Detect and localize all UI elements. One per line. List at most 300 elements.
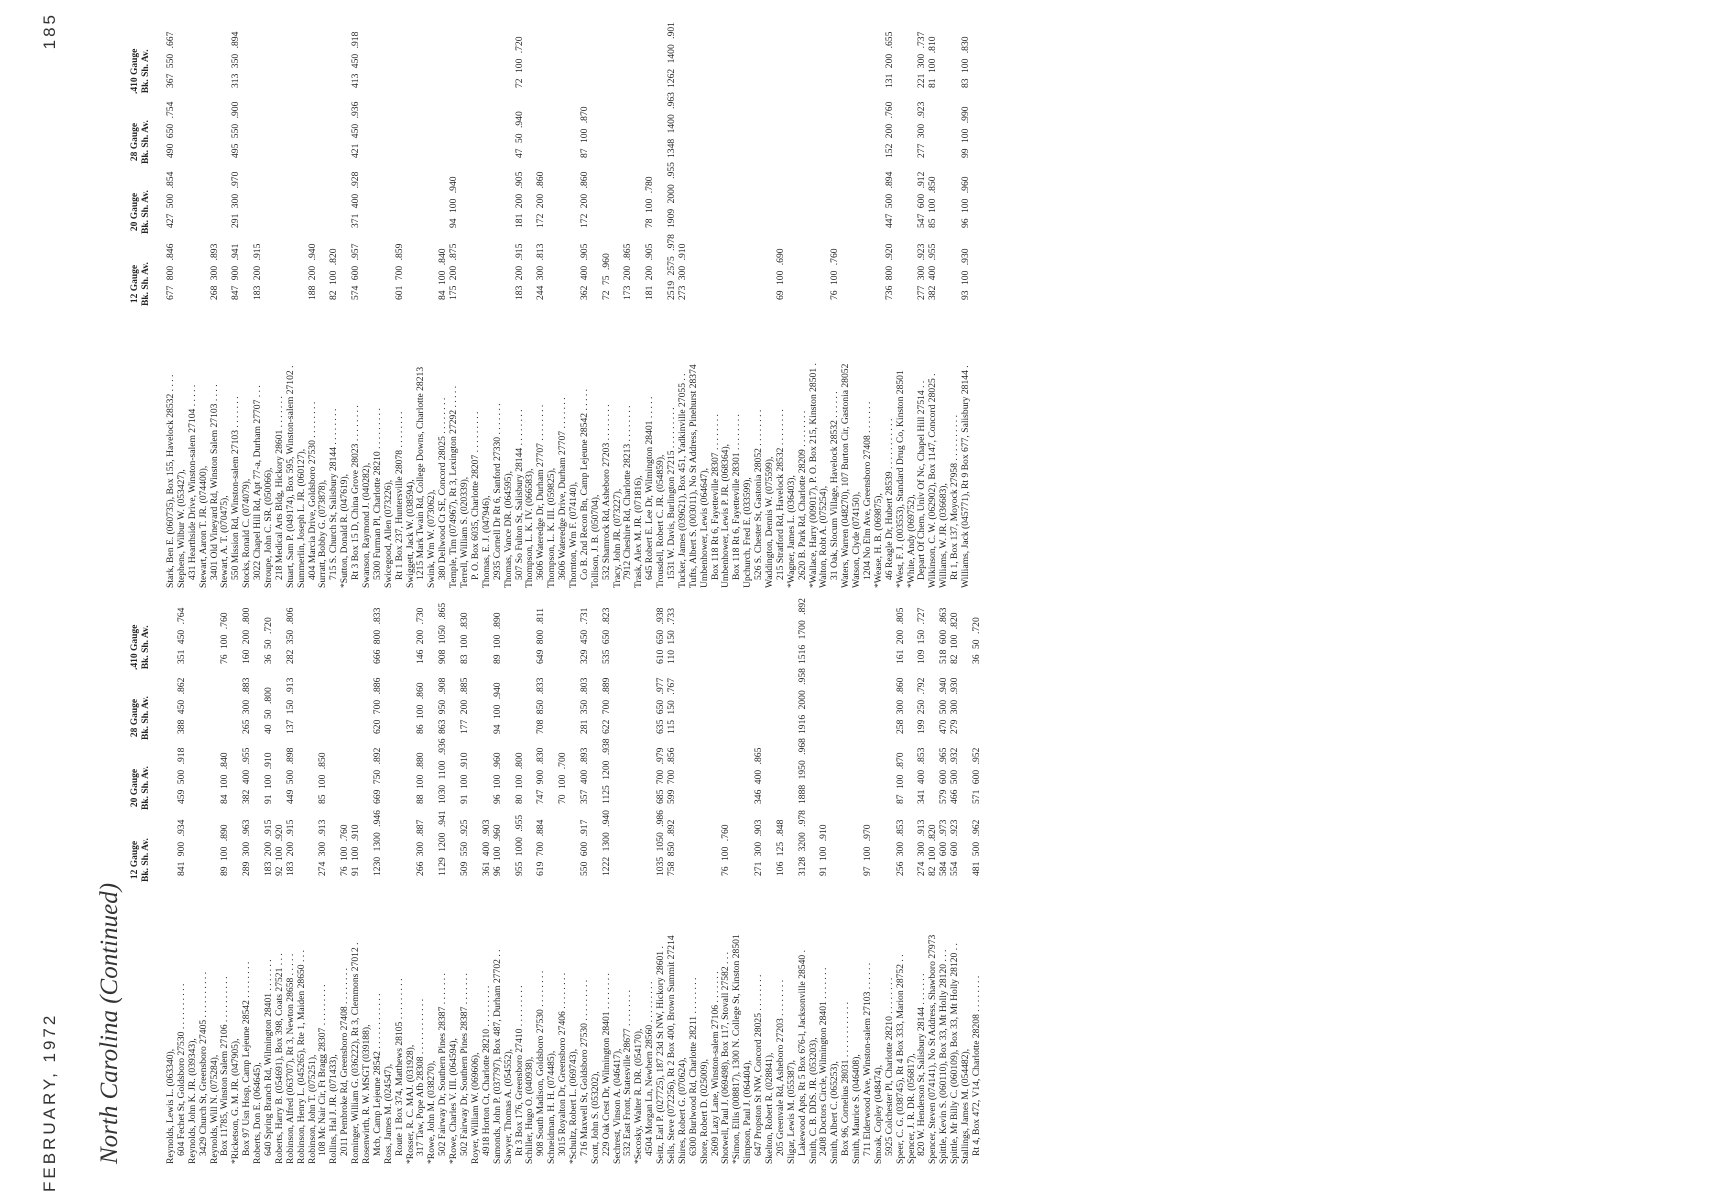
score-g12: 584 600 .973: [938, 819, 950, 876]
right-score-table: [165, 22, 972, 588]
score-g28: 99 100 .990: [960, 106, 972, 158]
score-g28: 635 650 .977: [655, 677, 667, 734]
member-entry: Speer, C. G. (038745), Rt 4 Box 333, Marion 28752 . .: [894, 954, 906, 1164]
score-g12: 183 200 .915: [513, 243, 525, 300]
score-g20: 88 100 .880: [415, 752, 427, 804]
score-g410: 161 200 .805: [894, 607, 906, 664]
score-g28: 388 450 .862: [175, 677, 187, 734]
member-entry: *Rowe, John M. (038270),: [426, 1060, 438, 1164]
score-g12: 92 100 .920: [273, 824, 285, 876]
score-g28: 265 300 .883: [241, 677, 253, 734]
member-entry: Lakewood Apts, Rt 5 Box 676-l, Jacksonville 28540 .: [796, 950, 808, 1156]
section-title: North Carolina (Continued): [96, 882, 123, 1164]
member-entry: Stroupe, John C. SR. (050066),: [263, 467, 275, 588]
score-g12: 89 100 .890: [219, 824, 231, 876]
member-entry: Rt 3 Box 176, Greensboro 27410 . . . . . . . . .: [513, 985, 525, 1156]
score-g410: 649 800 .811: [535, 607, 547, 664]
score-g20: 181 200 .905: [513, 171, 525, 228]
score-g20: 669 750 .892: [371, 747, 383, 804]
member-entry: Summerlin, Joseph L. JR. (060127),: [295, 448, 307, 588]
member-entry: Tucker, James (039621), Box 451, Yadkinville 27055 . .: [676, 373, 688, 588]
score-g28: 495 550 .900: [230, 101, 242, 158]
score-g12: 69 100 .690: [774, 248, 786, 300]
member-entry: Royer, William W. (069606),: [469, 1052, 481, 1164]
table-row: [689, 28, 700, 588]
score-g12: 847 900 .941: [230, 243, 242, 300]
table-row: [395, 28, 406, 588]
score-g28: 863 950 .908: [437, 677, 449, 734]
header-g12-right: [130, 262, 151, 306]
score-g20: 78 100 .780: [644, 176, 656, 228]
member-entry: *Rowe, Charles V. III. (064594),: [448, 1038, 460, 1164]
score-g28: 115 150 .767: [665, 677, 677, 734]
table-row: [961, 28, 972, 588]
member-entry: Umbenhower, Lewis P. JR. (068364),: [720, 443, 732, 588]
score-g410: 908 1050 .865: [437, 602, 449, 664]
score-g410: 110 150 .733: [665, 607, 677, 664]
member-entry: 7912 Cheshire Rd, Charlotte 28213 . . . . . . . .: [622, 405, 634, 580]
score-g410: 81 100 .810: [927, 36, 939, 88]
score-g20: 84 100 .840: [219, 752, 231, 804]
member-entry: Waters, Warren (048270), 107 Burton Cir, Gastonia 28052: [840, 363, 852, 588]
score-g12: 601 700 .859: [393, 243, 405, 300]
member-entry: Umbenhower, Lewis (064647),: [698, 467, 710, 588]
score-g410: 329 450 .731: [578, 607, 590, 664]
score-g12: 271 300 .903: [753, 819, 765, 876]
member-entry: 5300 Furman Pl, Charlotte 28210 . . . . . . . . .: [371, 408, 383, 580]
header-sub-label: Bk. Sh. Av.: [140, 120, 151, 164]
score-g12: 93 100 .930: [960, 248, 972, 300]
table-row: [493, 28, 504, 588]
score-g12: 274 300 .913: [916, 819, 928, 876]
member-entry: *Rosser, R. C. MAJ. (031928),: [404, 1044, 416, 1164]
score-g12: 82 100 .820: [927, 824, 939, 876]
score-g410: 535 650 .823: [600, 607, 612, 664]
score-g20: 571 600 .952: [970, 747, 982, 804]
score-g12: 758 850 .892: [665, 819, 677, 876]
score-g410: 109 150 .727: [916, 607, 928, 664]
score-g12: 84 100 .840: [437, 248, 449, 300]
member-entry: 229 Oak Crest Dr, Wilmington 28401 . . . . . . . .: [600, 973, 612, 1156]
member-entry: P. O. Box 6035, Charlotte 28207 . . . . . . . . .: [469, 411, 481, 580]
score-g12: 3128 3200 .978: [796, 810, 808, 876]
score-g20: 85 100 .850: [317, 752, 329, 804]
member-entry: *Wagner, James L. (036403),: [785, 475, 797, 588]
score-g28: 258 300 .860: [894, 677, 906, 734]
score-g20: 172 200 .860: [535, 171, 547, 228]
score-g12: 91 100 .910: [350, 824, 362, 876]
header-g20-left: [130, 766, 151, 810]
member-entry: 3401 Old Vineyard Rd, Winston Salem 27103 . . . .: [208, 384, 220, 580]
member-entry: Wilkinson, C. W. (062902), Box 1147, Concord 28025 .: [927, 373, 939, 588]
member-entry: Robinson, Alfred (063707), Rt 3, Newton 28658 . . . . .: [284, 953, 296, 1164]
header-sub-label: Bk. Sh. Av.: [140, 838, 151, 882]
member-entry: 2408 Doctors Circle, Wilmington 28401 . . . . . . .: [818, 967, 830, 1156]
score-g12: 1035 1050 .986: [655, 810, 667, 876]
score-g20: 85 100 .850: [927, 176, 939, 228]
member-entry: Co B. 2nd Recon Bn, Camp Lejeune 28542 . . . . .: [578, 388, 590, 580]
header-g28-right: [130, 120, 151, 164]
score-g410: 1516 1700 .892: [796, 598, 808, 664]
member-entry: 215 Stratford Rd, Havelock 28532 . . . . . . . .: [774, 409, 786, 580]
header-sub-label: Bk. Sh. Av.: [140, 190, 151, 234]
score-g20: 447 500 .894: [883, 171, 895, 228]
score-g20: 357 400 .893: [578, 747, 590, 804]
score-g410: 82 100 .820: [949, 612, 961, 664]
member-entry: 640 Spring Branch Rd, Wilmington 28401 . . . . . . .: [263, 959, 275, 1156]
member-entry: Shore, Robert D. (025009),: [698, 1059, 710, 1164]
score-g12: 550 600 .917: [578, 819, 590, 876]
member-entry: 4504 Morgan Ln, Newbern 28560 . . . . . . . . .: [644, 981, 656, 1156]
score-g410: 36 50 .720: [970, 617, 982, 664]
member-entry: Stallings, James M. (054482),: [960, 1048, 972, 1164]
member-entry: Box 96, Cornelius 28031 . . . . . . . . . . . .: [840, 1001, 852, 1156]
score-g20: 94 100 .940: [448, 176, 460, 228]
score-g12: 268 300 .893: [208, 243, 220, 300]
score-g20: 91 100 .910: [263, 752, 275, 804]
score-g20: 96 100 .960: [960, 176, 972, 228]
member-entry: 6300 Burlwood Rd, Charlotte 28211 . . . . . . . .: [687, 977, 699, 1156]
score-g20: 172 200 .860: [578, 171, 590, 228]
score-g12: 183 200 .915: [284, 819, 296, 876]
member-entry: 502 Fairway Dr, Southern Pines 28387 . . . . . . .: [459, 973, 471, 1156]
member-entry: Reynolds, Lewis L. (063340),: [165, 1048, 176, 1164]
member-entry: Thomas, Vance DR. (064595),: [502, 470, 514, 588]
page-footer: [40, 2, 70, 1192]
member-entry: Stocks, Ronald C. (074079),: [241, 478, 253, 588]
score-g20: 1125 1200 .938: [600, 738, 612, 804]
member-entry: Depart Of Chem, Univ Of Nc, Chapel Hill 27514 . .: [916, 380, 928, 580]
score-g12: 362 400 .905: [578, 243, 590, 300]
score-g28: 281 350 .803: [578, 677, 590, 734]
member-entry: 3606 Wateredge Drive, Durham 27707 . . . . . . .: [557, 397, 569, 580]
member-entry: Schneidman, H. H. (074485),: [546, 1050, 558, 1164]
header-g410-right: [130, 49, 151, 94]
member-entry: 2011 Pembroke Rd, Greensboro 27408 . . . . . . . .: [339, 967, 351, 1156]
member-entry: Smoak, Copley (048474),: [872, 1064, 884, 1164]
score-g12: 677 800 .846: [165, 243, 176, 300]
member-entry: Smith, C. B. DDS. JR. (053203),: [807, 1037, 819, 1164]
score-g12: 183 200 .915: [252, 243, 264, 300]
table-row: [297, 604, 308, 1164]
score-g410: 313 350 .894: [230, 31, 242, 88]
member-entry: Stark, Ben E. (060735), Box 155, Havelock 28532 . . . .: [165, 374, 176, 588]
table-row: [199, 604, 210, 1164]
member-entry: Box 118 Rt 6, Fayetteville 28301 . . . . . . . .: [731, 414, 743, 580]
score-g410: 367 550 .667: [165, 31, 176, 88]
member-entry: Box 11785, Winston Salem 27106 . . . . . . . . . .: [219, 976, 231, 1156]
member-entry: 3015 Royalton Dr, Greensboro 27406 . . . . . . . .: [557, 972, 569, 1156]
member-entry: Roberts, Harry B. (054691), Box 398, Coats 27521 . . .: [273, 953, 285, 1164]
score-g28: 40 50 .800: [263, 687, 275, 734]
score-g410: 518 600 .863: [938, 607, 950, 664]
member-entry: *Wallace, Harry (009017), P. O. Box 215, Kinston 28501 .: [807, 363, 819, 588]
member-entry: 532 East Front, Statesville 28677 . . . . . . . .: [622, 989, 634, 1156]
score-g12: 82 100 .820: [328, 248, 340, 300]
score-g20: 747 900 .830: [535, 747, 547, 804]
score-g28: 94 100 .940: [491, 682, 503, 734]
score-g12: 173 200 .865: [622, 243, 634, 300]
member-entry: Rt 4, Box 472, V14, Charlotte 28208 . . . . . . . .: [970, 975, 982, 1156]
member-entry: Williams, Jack (045771), Rt 9 Box 677, Salisbury 28144 .: [960, 365, 972, 588]
score-g12: 96 100 .960: [491, 824, 503, 876]
member-entry: Tollison, J. B. (050704),: [589, 494, 601, 588]
member-entry: Temple, Tim (074967), Rt 3, Lexington 27292 . . . . .: [448, 385, 460, 588]
member-entry: 502 Fairway Dr, Southern Pines 28387 . . . . . . .: [437, 973, 449, 1156]
header-g410-left: [130, 625, 151, 670]
member-entry: 645 Robert E. Lee Dr, Wilmington 28401 . . . . .: [644, 396, 656, 580]
member-entry: 31 Oak, Slocum Village, Havelock 28532 . . . . . .: [829, 391, 841, 580]
score-g20: 371 400 .928: [350, 171, 362, 228]
member-entry: Robinson, John T. (075251),: [306, 1054, 318, 1164]
score-g12: 955 1000 .955: [513, 814, 525, 876]
member-entry: Surratt, Bobby G. (073878),: [317, 479, 329, 588]
left-score-table: [165, 598, 983, 1164]
member-entry: Rollins, Hal J. JR. (071433),: [328, 1054, 340, 1164]
member-entry: Spittle, Mr Billy C. (060109), Box 33, Mt Holly 28120 . .: [949, 943, 961, 1164]
member-entry: *Schultz, Robert L. (069743),: [567, 1048, 579, 1164]
header-gauge-label: 12 Gauge: [130, 840, 140, 880]
member-entry: Swicegood, Allen (073226),: [382, 479, 394, 588]
header-gauge-label: .410 Gauge: [130, 48, 140, 94]
table-row: [504, 28, 515, 588]
member-entry: Thompson, L. K. IV. (066583),: [524, 468, 536, 588]
score-g12: 181 200 .905: [644, 243, 656, 300]
member-entry: Box 97 Usn Hosp, Camp Lejeune 28542 . . . . . . . .: [241, 961, 253, 1156]
member-entry: Terrell, William S. (020339),: [459, 476, 471, 588]
member-entry: 3606 Wateredge Dr, Durham 27707 . . . . . . . .: [535, 404, 547, 580]
member-entry: Stuart, Sam P. (049174), Box 595, Winston-salem 27102 .: [284, 365, 296, 588]
score-g20: 382 400 .955: [241, 747, 253, 804]
score-g12: 289 300 .963: [241, 819, 253, 876]
member-entry: 108 Mc Nair Cir, Ft Bragg 28307 . . . . . . . . .: [317, 984, 329, 1156]
score-g20: 599 700 .856: [665, 747, 677, 804]
score-g12: 274 300 .913: [317, 819, 329, 876]
member-entry: Smith, Maurice S. (046408),: [851, 1054, 863, 1164]
member-entry: Shotwell, Paul J. (069498), Box 117, Stovall 27582 . . .: [720, 951, 732, 1164]
table-row: [504, 604, 515, 1164]
member-entry: 5925 Colchester Pl, Charlotte 28210 . . . . . . . .: [883, 977, 895, 1156]
score-g20: 685 700 .979: [655, 747, 667, 804]
member-entry: Box 118 Rt 6, Fayetteville 28307 . . . . . . . .: [709, 414, 721, 580]
member-entry: *Ricketson, G. M. JR. (047905),: [230, 1038, 242, 1164]
score-g12: 76 100 .760: [720, 824, 732, 876]
score-g28: 87 100 .870: [578, 106, 590, 158]
score-g410: 146 200 .730: [415, 607, 427, 664]
table-row: [700, 28, 711, 588]
score-g12: 183 200 .915: [263, 819, 275, 876]
member-entry: *Simon, Ellis (008817), 1300 N. College St, Kinston 28501: [731, 934, 743, 1164]
member-entry: Swink, Wm W. (073062),: [426, 489, 438, 588]
score-g12: 1222 1300 .940: [600, 810, 612, 876]
score-g28: 620 700 .886: [371, 677, 383, 734]
score-g28: 152 200 .760: [883, 101, 895, 158]
member-entry: Schiller, Hugo O. (040938),: [524, 1056, 536, 1164]
score-g12: 481 500 .962: [970, 819, 982, 876]
member-entry: Ross, James M. (024547),: [382, 1063, 394, 1164]
score-g28: 279 300 .930: [949, 677, 961, 734]
member-entry: 205 Greenvale Rd, Asheboro 27203 . . . . . . . .: [774, 979, 786, 1156]
member-entry: 2609 Lazy Lane, Winston-salem 27106 . . . . . . .: [709, 971, 721, 1156]
score-g410: 221 300 .737: [916, 31, 928, 88]
member-entry: 2935 Cornell Dr Rt 6, Sanford 27330 . . . . . . .: [491, 403, 503, 580]
member-entry: 604 Fechet St, Goldsboro 27530 . . . . . . . . . .: [175, 983, 187, 1156]
table-row: [798, 28, 809, 588]
member-entry: 3022 Chapel Hill Rd, Apt 77-a, Durham 27707 . . .: [252, 385, 264, 580]
member-entry: 4918 Horton Ct, Charlotte 28210 . . . . . . . . .: [480, 985, 492, 1156]
header-gauge-label: 28 Gauge: [130, 122, 140, 162]
member-entry: Route 1 Box 374, Matthews 28105 . . . . . . . . .: [393, 978, 405, 1156]
member-entry: Skelton, Robert R. (028841),: [763, 1052, 775, 1164]
member-entry: 715 S. Church St, Salisbury 28144 . . . . . . . .: [328, 408, 340, 580]
member-entry: 46 Reagle Dr, Hubert 28539 . . . . . . . . . . .: [883, 418, 895, 580]
member-entry: Robinson, Henry L. (045265), Rte 1, Maiden 28650 . . .: [295, 950, 307, 1164]
header-sub-label: Bk. Sh. Av.: [140, 262, 151, 306]
header-gauge-label: 28 Gauge: [130, 698, 140, 738]
page-date: FEBRUARY, 1972: [40, 1012, 59, 1192]
member-entry: Sechrest, Vinson A. (046417),: [611, 1048, 623, 1164]
member-entry: 716 Maxwell St, Goldsboro 27530 . . . . . . . . .: [578, 979, 590, 1156]
table-row: [602, 604, 613, 1164]
score-g28: 199 250 .792: [916, 677, 928, 734]
member-entry: 2620 B. Park Rd, Charlotte 28209 . . . . . . . .: [796, 410, 808, 580]
header-gauge-label: 20 Gauge: [130, 192, 140, 232]
score-g12: 736 800 .920: [883, 243, 895, 300]
member-entry: Simpson, Paul J. (064404),: [742, 1060, 754, 1164]
header-sub-label: Bk. Sh. Av.: [140, 625, 151, 670]
score-g28: 470 500 .940: [938, 677, 950, 734]
score-g410: 413 450 .918: [350, 31, 362, 88]
score-g28: 177 200 .885: [459, 677, 471, 734]
score-g20: 291 300 .970: [230, 171, 242, 228]
score-g28: 277 300 .923: [916, 101, 928, 158]
score-g28: 137 150 .913: [284, 677, 296, 734]
score-g20: 80 100 .800: [513, 752, 525, 804]
header-sub-label: Bk. Sh. Av.: [140, 696, 151, 740]
member-entry: Rosenwirth, R. W. MSGT (039188),: [361, 1024, 373, 1164]
score-g410: 666 800 .833: [371, 607, 383, 664]
member-entry: Smith, Albert C. (065253),: [829, 1061, 841, 1164]
score-g20: 547 600 .912: [916, 171, 928, 228]
member-entry: Thornton, Wm F. (074140),: [567, 481, 579, 588]
header-gauge-label: .410 Gauge: [130, 624, 140, 670]
header-g12-left: [130, 838, 151, 882]
member-entry: Spencer, Steven (074141), No St Address, Shawboro 27973: [927, 934, 939, 1164]
score-g28: 86 100 .860: [415, 682, 427, 734]
member-entry: Mcb, Camp Lejeune 28542 . . . . . . . . . . . .: [371, 993, 383, 1156]
member-entry: Sligar, Lewis M. (055387),: [785, 1059, 797, 1164]
header-gauge-label: 12 Gauge: [130, 264, 140, 304]
member-entry: Watson, Clyde (074150),: [851, 491, 863, 588]
score-g20: 449 500 .898: [284, 747, 296, 804]
score-g410: 610 650 .938: [655, 607, 667, 664]
score-g410: 83 100 .830: [459, 612, 471, 664]
member-entry: Waddington, Dennis W. (075599),: [763, 456, 775, 588]
score-g20: 70 100 .700: [557, 752, 569, 804]
table-row: [689, 604, 700, 1164]
member-entry: 526 S. Chester St, Gastonia 28052 . . . . . . . .: [753, 409, 765, 580]
member-entry: Stewart, A. T. (070475),: [219, 495, 231, 588]
member-entry: Reynolds, Will N. (075284),: [208, 1054, 220, 1164]
header-sub-label: Bk. Sh. Av.: [140, 766, 151, 810]
score-g410: 1262 1400 .901: [665, 22, 677, 88]
score-g12: 106 125 .848: [774, 819, 786, 876]
member-entry: Tracy, John JR. (073227),: [611, 488, 623, 588]
score-g12: 841 900 .934: [175, 819, 187, 876]
score-g28: 1916 2000 .958: [796, 668, 808, 734]
member-entry: Williams, W. JR. (036683),: [938, 483, 950, 588]
member-entry: Rt 1 Box 237, Huntersville 28078 . . . . . . . .: [393, 411, 405, 580]
member-entry: Rt 1, Box 137, Moyock 27958 . . . . . . . . . .: [949, 415, 961, 580]
member-entry: 550 Mission Rd, Winston-salem 27103 . . . . . . .: [230, 396, 242, 580]
member-entry: Walton, Robt A. (075254),: [818, 485, 830, 588]
member-entry: Spittle, Kevin S. (060110), Box 33, Mt Holly 28120 . . .: [938, 949, 950, 1164]
table-row: [896, 604, 907, 1164]
score-g20: 1030 1100 .936: [437, 738, 449, 804]
member-entry: Thompson, L. K. III. (059825),: [546, 467, 558, 588]
member-entry: *Sutton, Donald R. (047619),: [339, 473, 351, 588]
member-entry: Rominger, William G. (036222), Rt 3, Clemmons 27012 .: [350, 942, 362, 1164]
table-row: [395, 604, 406, 1164]
score-g12: 619 700 .884: [535, 819, 547, 876]
score-g12: 2519 2575 .978: [665, 234, 677, 300]
score-g12: 175 200 .875: [448, 243, 460, 300]
member-entry: 711 Elderwood Ave, Winston-salem 27103 . . . . . .: [862, 962, 873, 1156]
score-g28: 708 850 .833: [535, 677, 547, 734]
member-entry: *Secosky, Walter R. DR. (054170),: [633, 1028, 645, 1164]
table-row: [591, 28, 602, 588]
score-g12: 76 100 .760: [829, 248, 841, 300]
score-g410: 131 200 .655: [883, 31, 895, 88]
member-entry: 1531 W. Davis, Burlington 27215 . . . . . . . . .: [665, 407, 677, 580]
score-g410: 83 100 .830: [960, 36, 972, 88]
member-entry: *West, F. J. (003553), Standard Drug Co, Kinston 28501: [894, 370, 906, 588]
score-g28: 421 450 .936: [350, 101, 362, 158]
score-g12: 554 600 .923: [949, 819, 961, 876]
member-entry: Sawyer, Thomas A. (054552),: [502, 1048, 514, 1164]
header-g20-right: [130, 190, 151, 234]
score-g410: 72 100 .720: [513, 36, 525, 88]
member-entry: 908 South Madison, Goldsboro 27530 . . . . . . . .: [535, 970, 547, 1156]
score-g410: 160 200 .800: [241, 607, 253, 664]
score-g12: 1230 1300 .946: [371, 810, 383, 876]
member-entry: Scott, John S. (053202),: [589, 1071, 601, 1164]
score-g410: 36 50 .720: [263, 617, 275, 664]
table-row: [896, 28, 907, 588]
member-entry: Spencer, J. R. DR. (056817),: [905, 1053, 917, 1164]
score-g20: 341 400 .853: [916, 747, 928, 804]
member-entry: Reynolds, John K. JR. (039343),: [186, 1038, 198, 1164]
score-g20: 91 100 .910: [459, 752, 471, 804]
score-g12: 277 300 .923: [916, 243, 928, 300]
score-g410: 282 350 .806: [284, 607, 296, 664]
score-g20: 579 600 .965: [938, 747, 950, 804]
member-entry: Swiggett, Jack W. (038594),: [404, 479, 416, 588]
score-g410: 76 100 .760: [219, 612, 231, 664]
score-g410: 89 100 .890: [491, 612, 503, 664]
member-entry: 3429 Church St, Greensboro 27405 . . . . . . . . . .: [197, 971, 209, 1156]
score-g12: 574 600 .957: [350, 243, 362, 300]
member-entry: Trask, Alex M. JR. (071816),: [633, 475, 645, 588]
score-g12: 97 100 .970: [862, 824, 873, 876]
score-g12: 188 200 .940: [306, 243, 318, 300]
table-row: [972, 604, 983, 1164]
score-g12: 382 400 .955: [927, 243, 939, 300]
score-g12: 72 75 .960: [600, 253, 612, 300]
header-gauge-label: 20 Gauge: [130, 768, 140, 808]
member-entry: 404 Marcia Drive, Goldsboro 27530 . . . . . . . .: [306, 401, 318, 580]
member-entry: *Wease, H. B. (069875),: [872, 493, 884, 588]
